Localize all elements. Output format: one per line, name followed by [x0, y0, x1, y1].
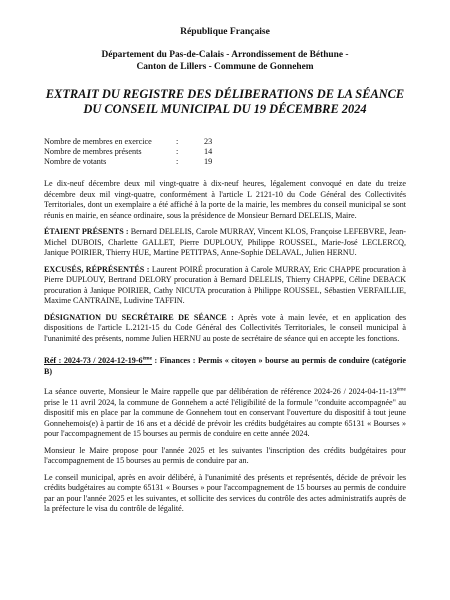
body-text: La séance ouverte, Monsieur le Maire rappelle que par délibération de référence 2024-26 / 2024-04-11-13 — [44, 387, 397, 396]
excused-label: EXCUSÉS, RÉPRÉSENTÉS : — [44, 264, 150, 274]
secretary-text: Après vote à main levée, et en application des dispositions de l'article L.2121-15 du Code Général des Collectivités Territoriales, le conseil municipal à l'unanimité des présents, nomme Julien HERNU au poste de secrétaire de séance qui en accepte les fonctions. — [44, 312, 406, 343]
count-value: 23 — [204, 137, 213, 146]
department-line-2: Canton de Lillers - Commune de Gonnehem — [136, 62, 314, 72]
document-title — [44, 87, 406, 117]
title-line-2: DU CONSEIL MUNICIPAL DU 19 DÉCEMBRE 2024 — [83, 102, 367, 116]
count-separator: : — [176, 157, 179, 166]
count-separator: : — [176, 137, 179, 146]
count-value: 19 — [204, 157, 213, 166]
title-line-1: EXTRAIT DU REGISTRE DES DÉLIBERATIONS DE LA SÉANCE — [45, 87, 405, 101]
body-text: prise le 11 avril 2024, la commune de Gonnehem a acté l'éligibilité de la formule "conduite accompagnée" au dispositif mis en place par la commune de Gonnehem tout en conservant l'ouverture du dispositif à tout jeune Gonnehemois(e) à partir de 16 ans et a décidé de prévoir les crédits budgétaires au compte 65131 « Bourses » pour l'accompagnement de 15 bourses au permis de conduire en cette année 2024. — [44, 397, 406, 438]
body-text: Le conseil municipal, après en avoir délibéré, à l'unanimité des présents et représentés, décide de prévoir les crédits budgétaires au compte 65131 « Bourses » pour l'accompagnement de 15 bourses au permis de conduire par an pour l'année 2025 et les suivantes, et sollicite des services du contrôle des actes administratifs auprès de la préfecture le visa du contrôle de légalité. — [44, 472, 406, 513]
reference-sup: ème — [142, 355, 153, 362]
excused-paragraph — [44, 265, 406, 307]
reference-subject: : Finances : Permis « citoyen » bourse au permis de conduire (catégorie B) — [44, 356, 407, 376]
body-text: Monsieur le Maire propose pour l'année 2025 et les suivantes l'inscription des crédits budgétaires pour l'accompagnement de 15 bourses au permis de conduire par an. — [44, 445, 406, 465]
count-row-voters — [44, 157, 212, 167]
present-paragraph — [44, 227, 406, 259]
member-counts-table — [44, 137, 212, 167]
body-paragraph-1 — [44, 387, 406, 440]
body-paragraph-3 — [44, 473, 406, 515]
intro-paragraph: Le dix-neuf décembre deux mil vingt-quatre à dix-neuf heures, légalement convoqué en date du treize décembre deux mil vingt-quatre, conformément à l'article L 2121-10 du Code Général des Collectivités Territoriales, dont un exemplaire a été affiché à la porte de la mairie, les membres du conseil municipal se sont réunis en mairie, en séance ordinaire, sous la présidence de Monsieur Bernard DELELIS, Maire. — [44, 179, 406, 220]
reference-main: Réf : 2024-73 / 2024-12-19-6 — [44, 356, 143, 365]
republic-heading: République Française — [180, 26, 270, 37]
count-separator: : — [176, 147, 179, 156]
secretary-label: DÉSIGNATION DU SECRÉTAIRE DE SÉANCE : — [44, 312, 234, 322]
department-line-1: Département du Pas-de-Calais - Arrondissement de Béthune - — [101, 50, 349, 60]
excused-list: Laurent POIRÉ procuration à Carole MURRAY, Eric CHAPPE procuration à Pierre DUPLOUY, Bertrand DELORY procuration à Bernard DELELIS, Thierry CHAPPE, Céline DEBACK procuration à Janique POIRIER, Cathy NICUTA procuration à Philippe ROUSSEL, Sébastien VERFAILLIE, Maxime CANTRAINE, Ludivine TAFFIN. — [44, 264, 406, 305]
reference-number — [44, 356, 152, 365]
department-heading — [44, 49, 406, 73]
count-value: 14 — [204, 147, 213, 156]
count-row-present — [44, 147, 212, 157]
count-row-members — [44, 137, 212, 147]
deliberation-reference — [44, 356, 406, 377]
count-label: Nombre de membres présents — [44, 147, 142, 156]
body-paragraph-2 — [44, 446, 406, 467]
present-list: Bernard DELELIS, Carole MURRAY, Vincent KLOS, Françoise LEFEBVRE, Jean-Michel DUBOIS, Charlette GALLET, Pierre DUPLOUY, Philippe ROUSSEL, Marie-José LECLERCQ, Janique POIRIER, Thierry HUE, Martine PETITPAS, Anne-Sophie DELAVAL, Julien HERNU. — [44, 227, 406, 257]
body-sup: ème — [396, 386, 406, 393]
secretary-paragraph — [44, 313, 406, 345]
count-label: Nombre de votants — [44, 157, 107, 166]
present-label: ÉTAIENT PRÉSENTS : — [44, 227, 129, 236]
count-label: Nombre de membres en exercice — [44, 137, 152, 146]
